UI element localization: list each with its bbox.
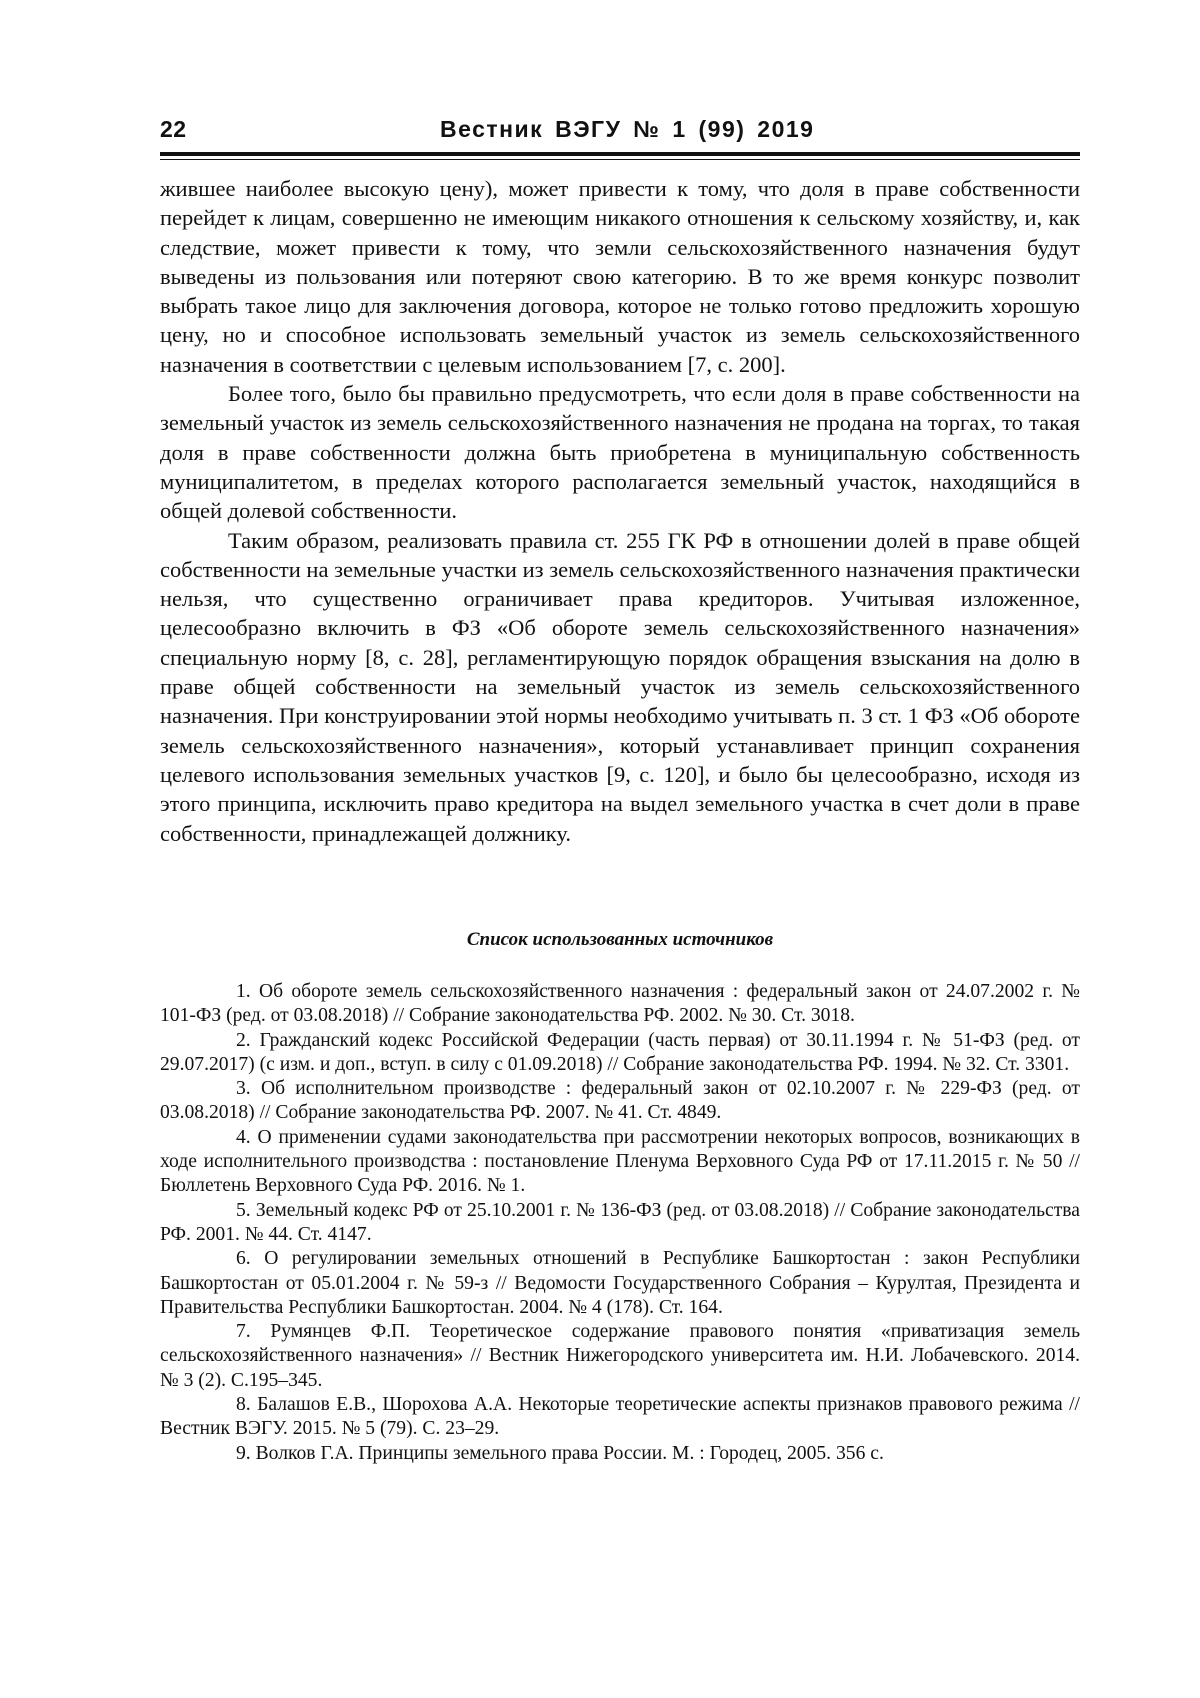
reference-item: 2. Гражданский кодекс Российской Федерации (часть первая) от 30.11.1994 г. № 51-ФЗ (ред. от 29.07.2017) (с изм. и доп., вступ. в силу с 01.09.2018) // Собрание законодательства РФ. 1994. № 32. Ст. 3301. xyxy=(160,1029,1080,1075)
journal-title: Вестник ВЭГУ № 1 (99) 2019 xyxy=(440,116,815,142)
reference-item: 1. Об обороте земель сельскохозяйственного назначения : федеральный закон от 24.07.2002 г. № 101-ФЗ (ред. от 03.08.2018) // Собрание законодательства РФ. 2002. № 30. Ст. 3018. xyxy=(160,981,1080,1027)
reference-item: 9. Волков Г.А. Принципы земельного права России. М. : Городец, 2005. 356 с. xyxy=(236,1442,884,1464)
header-rule-thin xyxy=(160,159,1080,160)
article-body xyxy=(160,174,1080,848)
reference-item: 3. Об исполнительном производстве : федеральный закон от 02.10.2007 г. № 229-ФЗ (ред. от 03.08.2018) // Собрание законодательства РФ. 2007. № 41. Ст. 4849. xyxy=(160,1078,1080,1124)
reference-item: 8. Балашов Е.В., Шорохова А.А. Некоторые теоретические аспекты признаков правового режима // Вестник ВЭГУ. 2015. № 5 (79). С. 23–29. xyxy=(160,1394,1080,1440)
references-list xyxy=(160,980,1080,1466)
running-header xyxy=(160,116,1080,146)
body-paragraph-continuation: жившее наиболее высокую цену), может привести к тому, что доля в праве собственности перейдет к лицам, совершенно не имеющим никакого отношения к сельскому хозяйству, и, как следствие, может привести к тому, что земли сельскохозяйственного назначения будут выведены из пользования или потеряют свою категорию. В то же время конкурс позволит выбрать такое лицо для заключения договора, которое не только готово предложить хорошую цену, но и способное использовать земельный участок из земель сельскохозяйственного назначения в соответствии с целевым использованием [7, с. 200]. xyxy=(160,176,1080,377)
body-paragraph: Более того, было бы правильно предусмотреть, что если доля в праве собственности на земельный участок из земель сельскохозяйственного назначения не продана на торгах, то такая доля в праве собственности должна быть приобретена в муниципальную собственность муниципалитетом, в пределах которого располагается земельный участок, находящийся в общей долевой собственности. xyxy=(160,381,1080,524)
page-number: 22 xyxy=(160,116,187,142)
header-rule-thick xyxy=(160,152,1080,156)
reference-item: 6. О регулировании земельных отношений в Республике Башкортостан : закон Республики Башкортостан от 05.01.2004 г. № 59-з // Ведомости Государственного Собрания – Курултая, Президента и Правительства Республики Башкортостан. 2004. № 4 (178). Ст. 164. xyxy=(160,1248,1080,1318)
reference-item: 4. О применении судами законодательства при рассмотрении некоторых вопросов, возникающих в ходе исполнительного производства : постановление Пленума Верховного Суда РФ от 17.11.2015 г. № 50 // Бюллетень Верховного Суда РФ. 2016. № 1. xyxy=(160,1126,1080,1197)
body-paragraph: Таким образом, реализовать правила ст. 255 ГК РФ в отношении долей в праве общей собственности на земельные участки из земель сельскохозяйственного назначения практически нельзя, что существенно ограничивает права кредиторов. Учитывая изложенное, целесообразно включить в ФЗ «Об обороте земель сельскохозяйственного назначения» специальную норму [8, с. 28], регламентирующую порядок обращения взыскания на долю в праве общей собственности на земельный участок из земель сельскохозяйственного назначения. При конструировании этой нормы необходимо учитывать п. 3 ст. 1 ФЗ «Об обороте земель сельскохозяйственного назначения», который устанавливает принцип сохранения целевого использования земельных участков [9, с. 120], и было бы целесообразно, исходя из этого принципа, исключить право кредитора на выдел земельного участка в счет доли в праве собственности, принадлежащей должнику. xyxy=(160,527,1080,846)
reference-item: 7. Румянцев Ф.П. Теоретическое содержание правового понятия «приватизация земель сельскохозяйственного назначения» // Вестник Нижегородского университета им. Н.И. Лобачевского. 2014. № 3 (2). С.195–345. xyxy=(160,1321,1080,1391)
references-heading: Список использованных источников xyxy=(466,929,774,950)
reference-item: 5. Земельный кодекс РФ от 25.10.2001 г. № 136-ФЗ (ред. от 03.08.2018) // Собрание законодательства РФ. 2001. № 44. Ст. 4147. xyxy=(160,1199,1080,1245)
